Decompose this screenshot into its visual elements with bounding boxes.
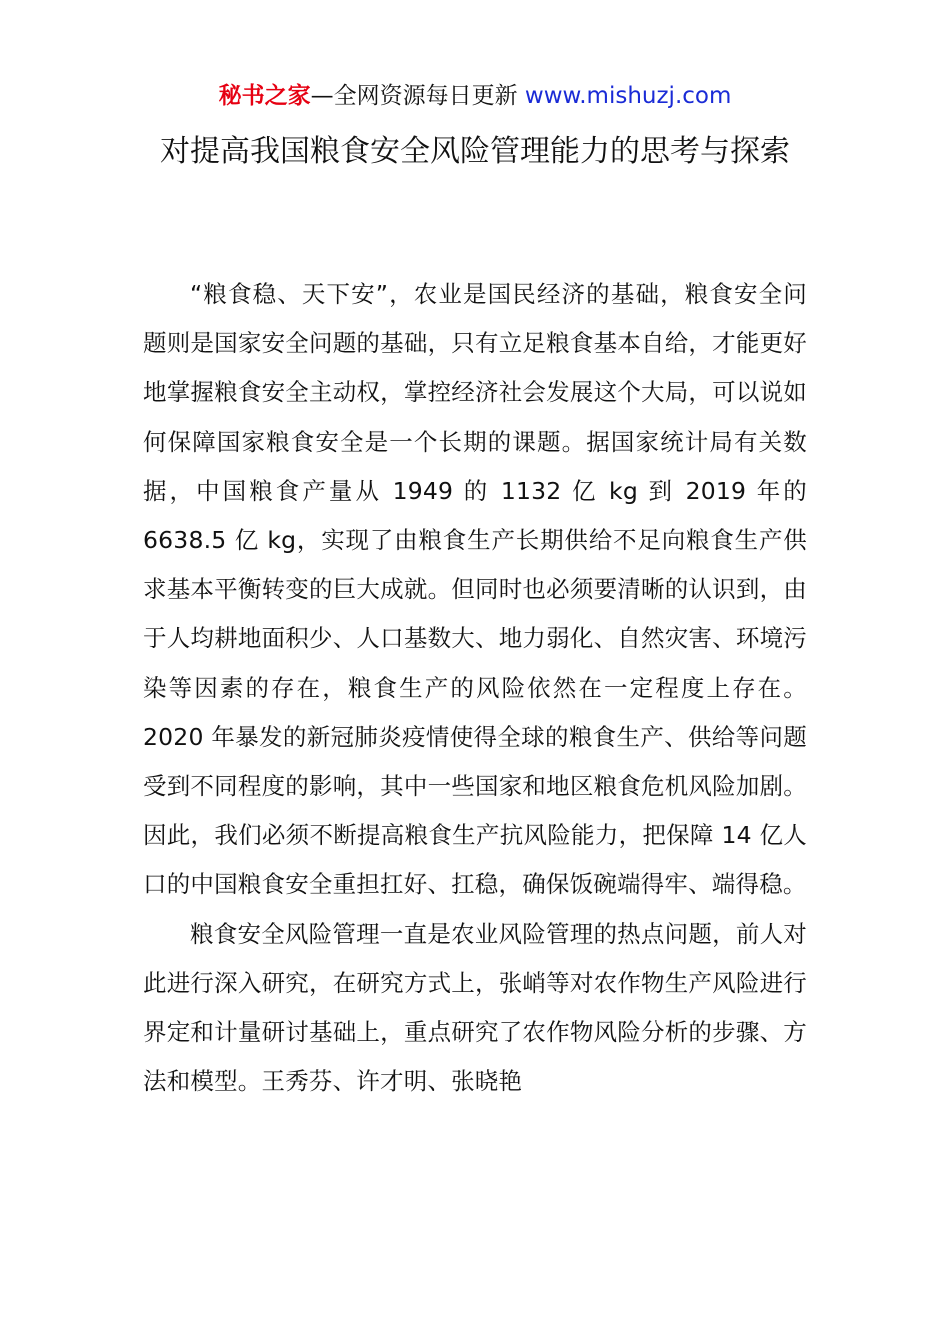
site-brand: 秘书之家	[218, 83, 311, 109]
paragraph-1: “粮食稳、天下安”，农业是国民经济的基础，粮食安全问题则是国家安全问题的基础，只有立足粮食基本自给，才能更好地掌握粮食安全主动权，掌控经济社会发展这个大局，可以说如何保障国家粮食安全是一个长期的课题。据国家统计局有关数据，中国粮食产量从 1949 的 1132 亿 kg 到 2019 年的 6638.5 亿 kg，实现了由粮食生产长期供给不足向粮食生产供求基本平衡转变的巨大成就。但同时也必须要清晰的认识到，由于人均耕地面积少、人口基数大、地力弱化、自然灾害、环境污染等因素的存在，粮食生产的风险依然在一定程度上存在。2020 年暴发的新冠肺炎疫情使得全球的粮食生产、供给等问题受到不同程度的影响，其中一些国家和地区粮食危机风险加剧。因此，我们必须不断提高粮食生产抗风险能力，把保障 14 亿人口的中国粮食安全重担扛好、扛稳，确保饭碗端得牢、端得稳。	[143, 280, 807, 899]
site-url-link[interactable]: www.mishuzj.com	[524, 83, 732, 109]
document-title: 对提高我国粮食安全风险管理能力的思考与探索	[160, 134, 790, 169]
site-tagline: —全网资源每日更新	[310, 83, 525, 109]
site-header	[0, 80, 950, 112]
document-body	[143, 270, 807, 1106]
paragraph-2: 粮食安全风险管理一直是农业风险管理的热点问题，前人对此进行深入研究，在研究方式上，张峭等对农作物生产风险进行界定和计量研讨基础上，重点研究了农作物风险分析的步骤、方法和模型。王秀芬、许才明、张晓艳	[143, 919, 807, 1096]
